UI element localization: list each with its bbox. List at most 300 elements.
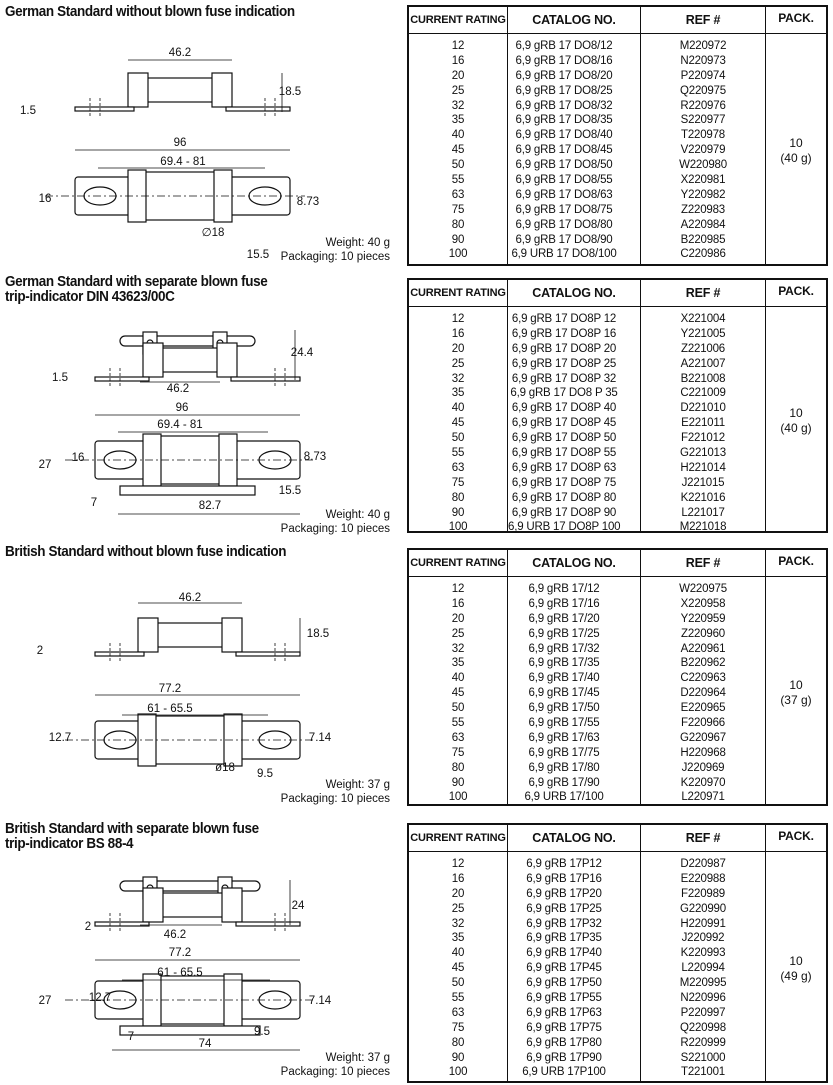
contact-tab (226, 107, 290, 111)
catalog-number-cell: 6,9 gRB 17 DO8/45 (515, 144, 613, 157)
catalog-number-cell: 6,9 gRB 17/63 (528, 731, 600, 744)
catalog-number-cell: 6,9 gRB 17 DO8P 75 (511, 476, 617, 489)
pack-cell (766, 852, 826, 1082)
pack-quantity: 10 (789, 406, 803, 420)
ref-number-cell: W220975 (679, 583, 727, 595)
contact-tab (236, 652, 300, 656)
column-header: CATALOG NO. (508, 825, 641, 851)
current-rating-cell: 63 (451, 1006, 465, 1019)
dimension-label: 15.5 (278, 485, 302, 497)
column-header: PACK. (778, 11, 814, 25)
catalog-number-cell: 6,9 gRB 17 DO8P 20 (511, 342, 617, 355)
catalog-number-cell: 6,9 gRB 17P63 (526, 1006, 602, 1019)
column-header: CURRENT RATING (409, 7, 508, 33)
ref-number-cell: S221000 (680, 1051, 726, 1064)
end-cap (138, 618, 158, 652)
table-header (409, 550, 826, 577)
current-rating-cell: 100 (448, 248, 468, 261)
table-header (409, 280, 826, 307)
table-column (508, 34, 641, 265)
dimension-label: 18.5 (306, 628, 330, 640)
dimension-label: 96 (175, 402, 189, 414)
dimension-label: 69.4 - 81 (157, 419, 203, 431)
current-rating-cell: 40 (451, 947, 465, 960)
ref-number-cell: S220977 (680, 114, 726, 127)
catalog-number-cell: 6,9 gRB 17 DO8P 12 (511, 313, 617, 325)
dimension-label: 61 - 65.5 (147, 703, 193, 715)
ref-number-cell: T220978 (681, 129, 725, 142)
pack-quantity: 10 (789, 953, 803, 968)
dimension-label: 77.2 (158, 683, 182, 695)
ref-number-cell: E220988 (680, 872, 726, 885)
table-column (641, 577, 766, 805)
ref-number-cell: W220980 (679, 159, 727, 172)
current-rating-cell: 80 (451, 761, 465, 774)
current-rating-cell: 45 (451, 962, 465, 975)
dimension-label: 7.14 (308, 732, 332, 744)
catalog-number-cell: 6,9 gRB 17/75 (528, 746, 600, 759)
pack-quantity: 10 (789, 677, 803, 692)
ref-number-cell: D220964 (680, 687, 726, 700)
column-header: REF # (641, 7, 766, 33)
ref-number-cell: A221007 (680, 357, 726, 370)
pack-cell (766, 577, 826, 805)
ref-number-cell: H221014 (680, 461, 726, 474)
ref-number-cell: E221011 (681, 417, 725, 430)
pack-weight: (49 g) (780, 968, 812, 983)
dimension-label: 2 (36, 645, 44, 657)
column-header: REF # (641, 825, 766, 851)
catalog-number-cell: 6,9 gRB 17P45 (526, 962, 602, 975)
ref-number-cell: B220962 (680, 657, 726, 670)
catalog-number-cell: 6,9 gRB 17P35 (526, 932, 602, 945)
ref-number-cell: F221012 (681, 432, 725, 445)
table-column (641, 307, 766, 532)
ref-number-cell: M220972 (679, 40, 727, 52)
current-rating-cell: 100 (448, 521, 468, 534)
ref-number-cell: C220963 (680, 672, 726, 685)
ref-number-cell: X220981 (680, 174, 726, 187)
ref-number-cell: K220993 (680, 947, 726, 960)
catalog-number-cell: 6,9 gRB 17 DO8/16 (515, 54, 613, 67)
ref-number-cell: P220974 (680, 69, 726, 82)
current-rating-cell: 16 (451, 597, 465, 610)
current-rating-cell: 20 (451, 69, 465, 82)
dimension-label: 12.7 (48, 732, 72, 744)
dimension-label: 46.2 (168, 47, 192, 59)
weight-packaging-note (281, 778, 390, 806)
current-rating-cell: 45 (451, 144, 465, 157)
ref-number-cell: L220971 (681, 791, 725, 804)
catalog-number-cell: 6,9 gRB 17P20 (526, 887, 602, 900)
current-rating-cell: 45 (451, 417, 465, 430)
current-rating-cell: 35 (451, 657, 465, 670)
ref-number-cell: F220966 (681, 717, 725, 730)
table-column (508, 307, 641, 532)
catalog-number-cell: 6,9 gRB 17 DO8/40 (515, 129, 613, 142)
pack-weight: (40 g) (780, 151, 812, 165)
current-rating-cell: 75 (451, 476, 465, 489)
pack-quantity: 10 (789, 136, 803, 150)
fuse-dimension-drawings (0, 0, 400, 1085)
column-header: CATALOG NO. (508, 550, 641, 576)
catalog-number-cell: 6,9 gRB 17/50 (528, 702, 600, 715)
ref-number-cell: Y220959 (680, 612, 726, 625)
dimension-label: 9.5 (257, 768, 273, 780)
table-column (409, 577, 508, 805)
ref-number-cell: E220965 (680, 702, 726, 715)
current-rating-cell: 55 (451, 174, 465, 187)
ref-number-cell: J220969 (681, 761, 725, 774)
catalog-number-cell: 6,9 gRB 17 DO8P 25 (511, 357, 617, 370)
contact-tab (75, 107, 134, 111)
current-rating-cell: 50 (451, 432, 465, 445)
dimension-label: 46.2 (166, 383, 190, 395)
table-column (508, 852, 641, 1082)
ref-number-cell: N220996 (680, 992, 726, 1005)
column-header: CURRENT RATING (409, 280, 508, 306)
catalog-number-cell: 6,9 gRB 17 DO8/25 (515, 84, 613, 97)
current-rating-cell: 16 (451, 327, 465, 340)
section-title-line: British Standard with separate blown fuse (5, 821, 259, 837)
current-rating-cell: 25 (451, 627, 465, 640)
ref-number-cell: F220989 (681, 887, 725, 900)
catalog-table (407, 823, 828, 1083)
ref-number-cell: H220968 (680, 746, 726, 759)
catalog-number-cell: 6,9 gRB 17/35 (528, 657, 600, 670)
section-title-line: German Standard without blown fuse indication (5, 4, 295, 20)
section-title-line: British Standard without blown fuse indication (5, 544, 287, 560)
contact-tab (231, 377, 300, 381)
catalog-number-cell: 6,9 URB 17P100 (522, 1066, 606, 1079)
catalog-number-cell: 6,9 gRB 17 DO8P 55 (511, 447, 617, 460)
dimension-label: ∅18 (201, 227, 225, 239)
ref-number-cell: B221008 (680, 372, 726, 385)
dimension-label: 96 (173, 137, 187, 149)
current-rating-cell: 35 (451, 387, 465, 400)
weight-text: Weight: 40 g (325, 237, 390, 249)
current-rating-cell: 50 (451, 977, 465, 990)
indicator-bar (120, 486, 255, 495)
dimension-label: 82.7 (198, 500, 222, 512)
end-cap (128, 73, 148, 107)
current-rating-cell: 75 (451, 1021, 465, 1034)
current-rating-cell: 90 (451, 776, 465, 789)
current-rating-cell: 12 (451, 858, 465, 870)
ref-number-cell: B220985 (680, 233, 726, 246)
catalog-number-cell: 6,9 gRB 17 DO8P 50 (511, 432, 617, 445)
end-cap (212, 73, 232, 107)
ref-number-cell: M220995 (679, 977, 727, 990)
catalog-number-cell: 6,9 gRB 17P90 (526, 1051, 602, 1064)
current-rating-cell: 90 (451, 1051, 465, 1064)
current-rating-cell: 80 (451, 491, 465, 504)
catalog-table (407, 548, 828, 806)
dimension-label: 27 (38, 995, 52, 1007)
ref-number-cell: Z221006 (681, 342, 725, 355)
dimension-label: 16 (38, 193, 52, 205)
catalog-number-cell: 6,9 gRB 17P55 (526, 992, 602, 1005)
current-rating-cell: 32 (451, 372, 465, 385)
ref-number-cell: J221015 (681, 476, 725, 489)
ref-number-cell: J220992 (681, 932, 725, 945)
dimension-label: 46.2 (178, 592, 202, 604)
table-column (409, 852, 508, 1082)
catalog-number-cell: 6,9 gRB 17P12 (526, 858, 602, 870)
ref-number-cell: Y220982 (680, 188, 726, 201)
dimension-label: 9.5 (254, 1026, 270, 1038)
current-rating-cell: 50 (451, 702, 465, 715)
catalog-number-cell: 6,9 gRB 17/32 (528, 642, 600, 655)
section-title-line: German Standard with separate blown fuse (5, 274, 268, 290)
catalog-number-cell: 6,9 gRB 17 DO8/55 (515, 174, 613, 187)
catalog-number-cell: 6,9 gRB 17/55 (528, 717, 600, 730)
section-title-line: trip-indicator DIN 43623/00C (5, 289, 175, 305)
weight-packaging-note (281, 508, 390, 536)
dimension-label: 7 (90, 497, 98, 509)
current-rating-cell: 45 (451, 687, 465, 700)
current-rating-cell: 55 (451, 447, 465, 460)
current-rating-cell: 32 (451, 99, 465, 112)
column-header: PACK. (778, 554, 814, 568)
current-rating-cell: 40 (451, 402, 465, 415)
catalog-number-cell: 6,9 gRB 17 DO8/75 (515, 203, 613, 216)
current-rating-cell: 20 (451, 342, 465, 355)
dimension-label: 24 (291, 900, 305, 912)
section-title (5, 545, 286, 560)
column-header: PACK. (778, 829, 814, 843)
weight-text: Weight: 37 g (325, 779, 390, 791)
end-cap (222, 618, 242, 652)
catalog-number-cell: 6,9 URB 17/100 (524, 791, 604, 804)
catalog-number-cell: 6,9 gRB 17P50 (526, 977, 602, 990)
fuse-drawing (20, 47, 319, 261)
dimension-label: 1.5 (52, 372, 68, 384)
weight-text: Weight: 37 g (325, 1052, 390, 1064)
current-rating-cell: 16 (451, 54, 465, 67)
catalog-number-cell: 6,9 URB 17 DO8/100 (511, 248, 617, 261)
fuse-drawing (39, 330, 327, 514)
table-header (409, 825, 826, 852)
ref-number-cell: G220990 (680, 902, 726, 915)
dimension-label: 2 (84, 921, 92, 933)
catalog-number-cell: 6,9 gRB 17 DO8P 32 (511, 372, 617, 385)
catalog-number-cell: 6,9 gRB 17 DO8/12 (515, 40, 613, 52)
contact-tab (95, 922, 149, 926)
current-rating-cell: 20 (451, 887, 465, 900)
weight-packaging-note (281, 236, 390, 264)
current-rating-cell: 63 (451, 731, 465, 744)
end-cap (143, 888, 163, 922)
ref-number-cell: Z220960 (681, 627, 725, 640)
catalog-number-cell: 6,9 gRB 17/90 (528, 776, 600, 789)
current-rating-cell: 12 (451, 583, 465, 595)
end-cap (217, 343, 237, 377)
catalog-number-cell: 6,9 gRB 17 DO8/32 (515, 99, 613, 112)
catalog-number-cell: 6,9 gRB 17 DO8 P 35 (510, 387, 618, 400)
column-header: CURRENT RATING (409, 550, 508, 576)
current-rating-cell: 16 (451, 872, 465, 885)
catalog-number-cell: 6,9 gRB 17P32 (526, 917, 602, 930)
column-header: PACK. (778, 284, 814, 298)
table-column (641, 34, 766, 265)
ref-number-cell: Y221005 (680, 327, 726, 340)
contact-tab (95, 652, 144, 656)
column-header: REF # (641, 280, 766, 306)
fuse-drawing (37, 592, 332, 780)
current-rating-cell: 32 (451, 642, 465, 655)
column-header: CATALOG NO. (508, 280, 641, 306)
dimension-label: 24.4 (290, 347, 314, 359)
dimension-label: 7.14 (308, 995, 332, 1007)
ref-number-cell: H220991 (680, 917, 726, 930)
table-column (641, 852, 766, 1082)
current-rating-cell: 25 (451, 357, 465, 370)
dimension-label: 18.5 (278, 86, 302, 98)
ref-number-cell: N220973 (680, 54, 726, 67)
dimension-label: 74 (198, 1038, 212, 1050)
catalog-number-cell: 6,9 gRB 17 DO8/50 (515, 159, 613, 172)
column-header: CURRENT RATING (409, 825, 508, 851)
dimension-label: 16 (71, 452, 85, 464)
ref-number-cell: C221009 (680, 387, 726, 400)
pack-cell (766, 307, 826, 532)
ref-number-cell: L221017 (681, 506, 725, 519)
catalog-number-cell: 6,9 gRB 17/25 (528, 627, 600, 640)
current-rating-cell: 90 (451, 233, 465, 246)
current-rating-cell: 55 (451, 717, 465, 730)
current-rating-cell: 63 (451, 188, 465, 201)
dimension-label: 27 (38, 459, 52, 471)
section-title-line: trip-indicator BS 88-4 (5, 836, 134, 852)
dimension-label: 77.2 (168, 947, 192, 959)
catalog-number-cell: 6,9 gRB 17 DO8P 40 (511, 402, 617, 415)
dimension-label: 61 - 65.5 (157, 967, 203, 979)
ref-number-cell: C220986 (680, 248, 726, 261)
current-rating-cell: 40 (451, 129, 465, 142)
ref-number-cell: G221013 (680, 447, 726, 460)
indicator-bar (120, 1026, 260, 1035)
packaging-text: Packaging: 10 pieces (280, 523, 390, 535)
pack-cell (766, 34, 826, 265)
dimension-label: 8.73 (296, 196, 320, 208)
ref-number-cell: T221001 (681, 1066, 725, 1079)
catalog-number-cell: 6,9 gRB 17P40 (526, 947, 602, 960)
section-title (5, 5, 295, 20)
ref-number-cell: V220979 (680, 144, 726, 157)
dimension-label: 15.5 (246, 249, 270, 261)
current-rating-cell: 32 (451, 917, 465, 930)
dimension-label: 69.4 - 81 (160, 156, 206, 168)
weight-packaging-note (281, 1051, 390, 1079)
catalog-table (407, 278, 828, 533)
dimension-label: 46.2 (163, 929, 187, 941)
dimension-label: 12.7 (88, 992, 112, 1004)
table-column (508, 577, 641, 805)
ref-number-cell: D220987 (680, 858, 726, 870)
catalog-number-cell: 6,9 gRB 17 DO8P 45 (511, 417, 617, 430)
current-rating-cell: 63 (451, 461, 465, 474)
current-rating-cell: 90 (451, 506, 465, 519)
dimension-label: 8.73 (303, 451, 327, 463)
pack-weight: (40 g) (780, 421, 812, 435)
current-rating-cell: 35 (451, 932, 465, 945)
ref-number-cell: Q220998 (680, 1021, 726, 1034)
current-rating-cell: 50 (451, 159, 465, 172)
catalog-number-cell: 6,9 gRB 17/40 (528, 672, 600, 685)
catalog-number-cell: 6,9 gRB 17 DO8P 90 (511, 506, 617, 519)
current-rating-cell: 75 (451, 203, 465, 216)
catalog-number-cell: 6,9 gRB 17 DO8/35 (515, 114, 613, 127)
contact-tab (95, 377, 149, 381)
current-rating-cell: 40 (451, 672, 465, 685)
ref-number-cell: Q220975 (680, 84, 726, 97)
fuse-drawing (39, 877, 332, 1050)
catalog-number-cell: 6,9 gRB 17/80 (528, 761, 600, 774)
current-rating-cell: 12 (451, 40, 465, 52)
catalog-number-cell: 6,9 gRB 17P80 (526, 1036, 602, 1049)
ref-number-cell: A220984 (680, 218, 726, 231)
ref-number-cell: K221016 (680, 491, 726, 504)
packaging-text: Packaging: 10 pieces (280, 1066, 390, 1078)
current-rating-cell: 35 (451, 114, 465, 127)
current-rating-cell: 25 (451, 902, 465, 915)
table-column (409, 34, 508, 265)
catalog-number-cell: 6,9 gRB 17/16 (528, 597, 600, 610)
catalog-number-cell: 6,9 gRB 17 DO8P 16 (511, 327, 617, 340)
current-rating-cell: 12 (451, 313, 465, 325)
current-rating-cell: 80 (451, 1036, 465, 1049)
current-rating-cell: 100 (448, 791, 468, 804)
ref-number-cell: G220967 (680, 731, 726, 744)
ref-number-cell: K220970 (680, 776, 726, 789)
ref-number-cell: X221004 (680, 313, 726, 325)
catalog-number-cell: 6,9 gRB 17 DO8/90 (515, 233, 613, 246)
catalog-number-cell: 6,9 gRB 17P75 (526, 1021, 602, 1034)
current-rating-cell: 55 (451, 992, 465, 1005)
dimension-label: ø18 (215, 762, 235, 774)
catalog-number-cell: 6,9 gRB 17P25 (526, 902, 602, 915)
catalog-number-cell: 6,9 URB 17 DO8P 100 (508, 521, 621, 534)
catalog-number-cell: 6,9 gRB 17 DO8/80 (515, 218, 613, 231)
section-title (5, 275, 267, 305)
ref-number-cell: P220997 (680, 1006, 726, 1019)
catalog-number-cell: 6,9 gRB 17 DO8/20 (515, 69, 613, 82)
packaging-text: Packaging: 10 pieces (280, 251, 390, 263)
table-column (409, 307, 508, 532)
ref-number-cell: R220976 (680, 99, 726, 112)
current-rating-cell: 100 (448, 1066, 468, 1079)
end-cap (222, 888, 242, 922)
end-cap (143, 343, 163, 377)
catalog-number-cell: 6,9 gRB 17/20 (528, 612, 600, 625)
catalog-number-cell: 6,9 gRB 17P16 (526, 872, 602, 885)
ref-number-cell: D221010 (680, 402, 726, 415)
column-header: REF # (641, 550, 766, 576)
ref-number-cell: L220994 (681, 962, 725, 975)
dimension-label: 1.5 (20, 105, 36, 117)
catalog-number-cell: 6,9 gRB 17 DO8P 63 (511, 461, 617, 474)
current-rating-cell: 20 (451, 612, 465, 625)
ref-number-cell: R220999 (680, 1036, 726, 1049)
dimension-label: 7 (127, 1031, 135, 1043)
packaging-text: Packaging: 10 pieces (280, 793, 390, 805)
catalog-number-cell: 6,9 gRB 17/12 (528, 583, 600, 595)
section-title (5, 822, 259, 852)
catalog-number-cell: 6,9 gRB 17/45 (528, 687, 600, 700)
current-rating-cell: 80 (451, 218, 465, 231)
ref-number-cell: A220961 (680, 642, 726, 655)
